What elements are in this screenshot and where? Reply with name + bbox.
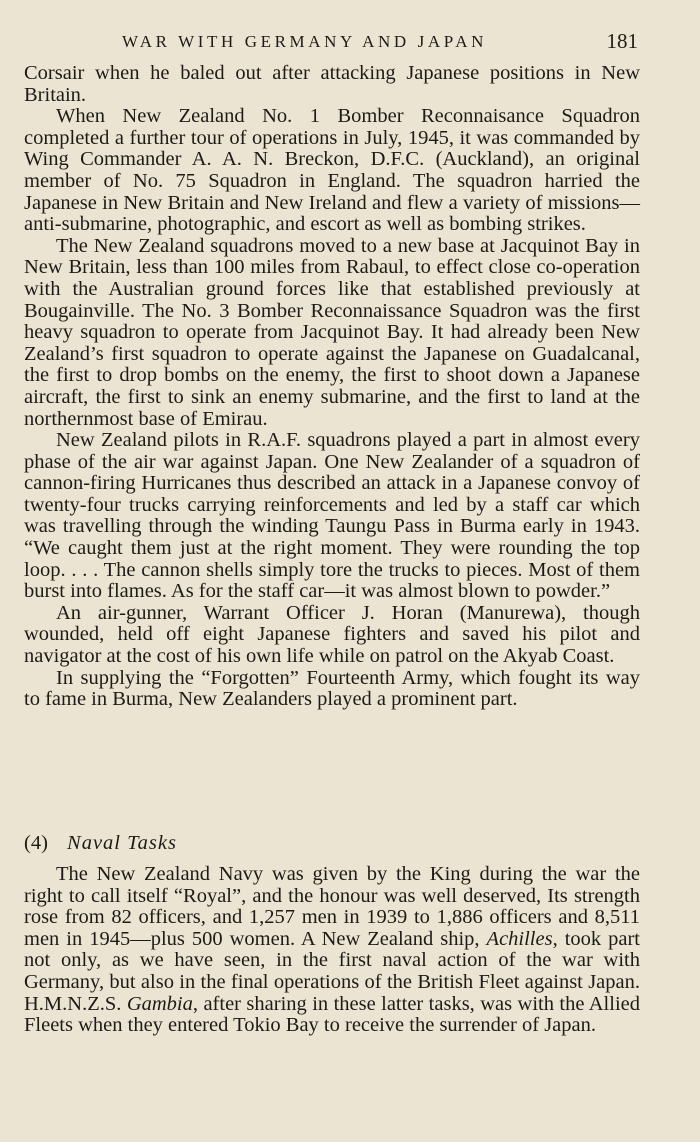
text-run: , took part not only, as we have seen, in the first naval action of the war with Germany, but also in the final operations of the British Fleet against Japan. H.M.N.Z.S. [24,927,640,1015]
section-heading [24,832,177,855]
paragraph: The New Zealand squadrons moved to a new base at Jacquinot Bay in New Britain, less than 100 miles from Rabaul, to effect close co-operation with the Australian ground forces like that established previously at Bougainville. The No. 3 Bomber Reconnaissance Squadron was the first heavy squadron to operate from Jacquinot Bay. It had already been New Zealand’s first squadron to operate against the Japanese on Guadalcanal, the first to drop bombs on the enemy, the first to shoot down a Japanese aircraft, the first to sink an enemy submarine, and the first to land at the northernmost base of Emirau. [24,234,640,430]
section-title: Naval Tasks [67,832,177,854]
paragraph [24,864,640,1037]
page-number: 181 [606,29,638,53]
page-header [0,29,700,60]
paragraph: New Zealand pilots in R.A.F. squadrons played a part in almost every phase of the air war against Japan. One New Zealander of a squadron of cannon-firing Hurricanes thus described an attack in a Japanese convoy of twenty-four trucks carrying reinforcements and led by a staff car which was travelling through the winding Taungu Pass in Burma early in 1943. “We caught them just at the right moment. They were rounding the top loop. . . . The cannon shells simply tore the trucks to pieces. Most of them burst into flames. As for the staff car—it was almost blown to powder.” [24,429,640,603]
paragraph: Corsair when he baled out after attacking Japanese positions in New Britain. [24,62,640,106]
paragraph: An air-gunner, Warrant Officer J. Horan (Manurewa), though wounded, held off eight Japanese fighters and saved his pilot and navigator at the cost of his own life while on patrol on the Akyab Coast. [24,601,640,668]
ship-name: Achilles [486,927,553,950]
ship-name: Gambia [126,992,193,1015]
paragraph: When New Zealand No. 1 Bomber Reconnaisance Squadron completed a further tour of operations in July, 1945, it was commanded by Wing Commander A. A. N. Breckon, D.F.C. (Auckland), an original member of No. 75 Squadron in England. The squadron harried the Japanese in New Britain and New Ireland and flew a variety of missions—anti-submarine, photographic, and escort as well as bombing strikes. [24,105,640,236]
text-run: , after sharing in these latter tasks, was with the Allied Fleets when they entered Tokio Bay to receive the surrender of Japan. [24,992,640,1037]
running-head: WAR WITH GERMANY AND JAPAN [122,32,487,51]
section-text [24,864,640,1037]
section-number: (4) [24,832,48,854]
body-text [24,63,640,711]
text-run: The New Zealand Navy was given by the King during the war the right to call itself “Royal”, and the honour was well deserved, Its strength rose from 82 officers, and 1,257 men in 1939 to 1,886 officers and 8,511 men in 1945—plus 500 women. A New Zealand ship, [24,863,640,950]
paragraph: In supplying the “Forgotten” Fourteenth Army, which fought its way to fame in Burma, New Zealanders played a prominent part. [24,666,640,711]
